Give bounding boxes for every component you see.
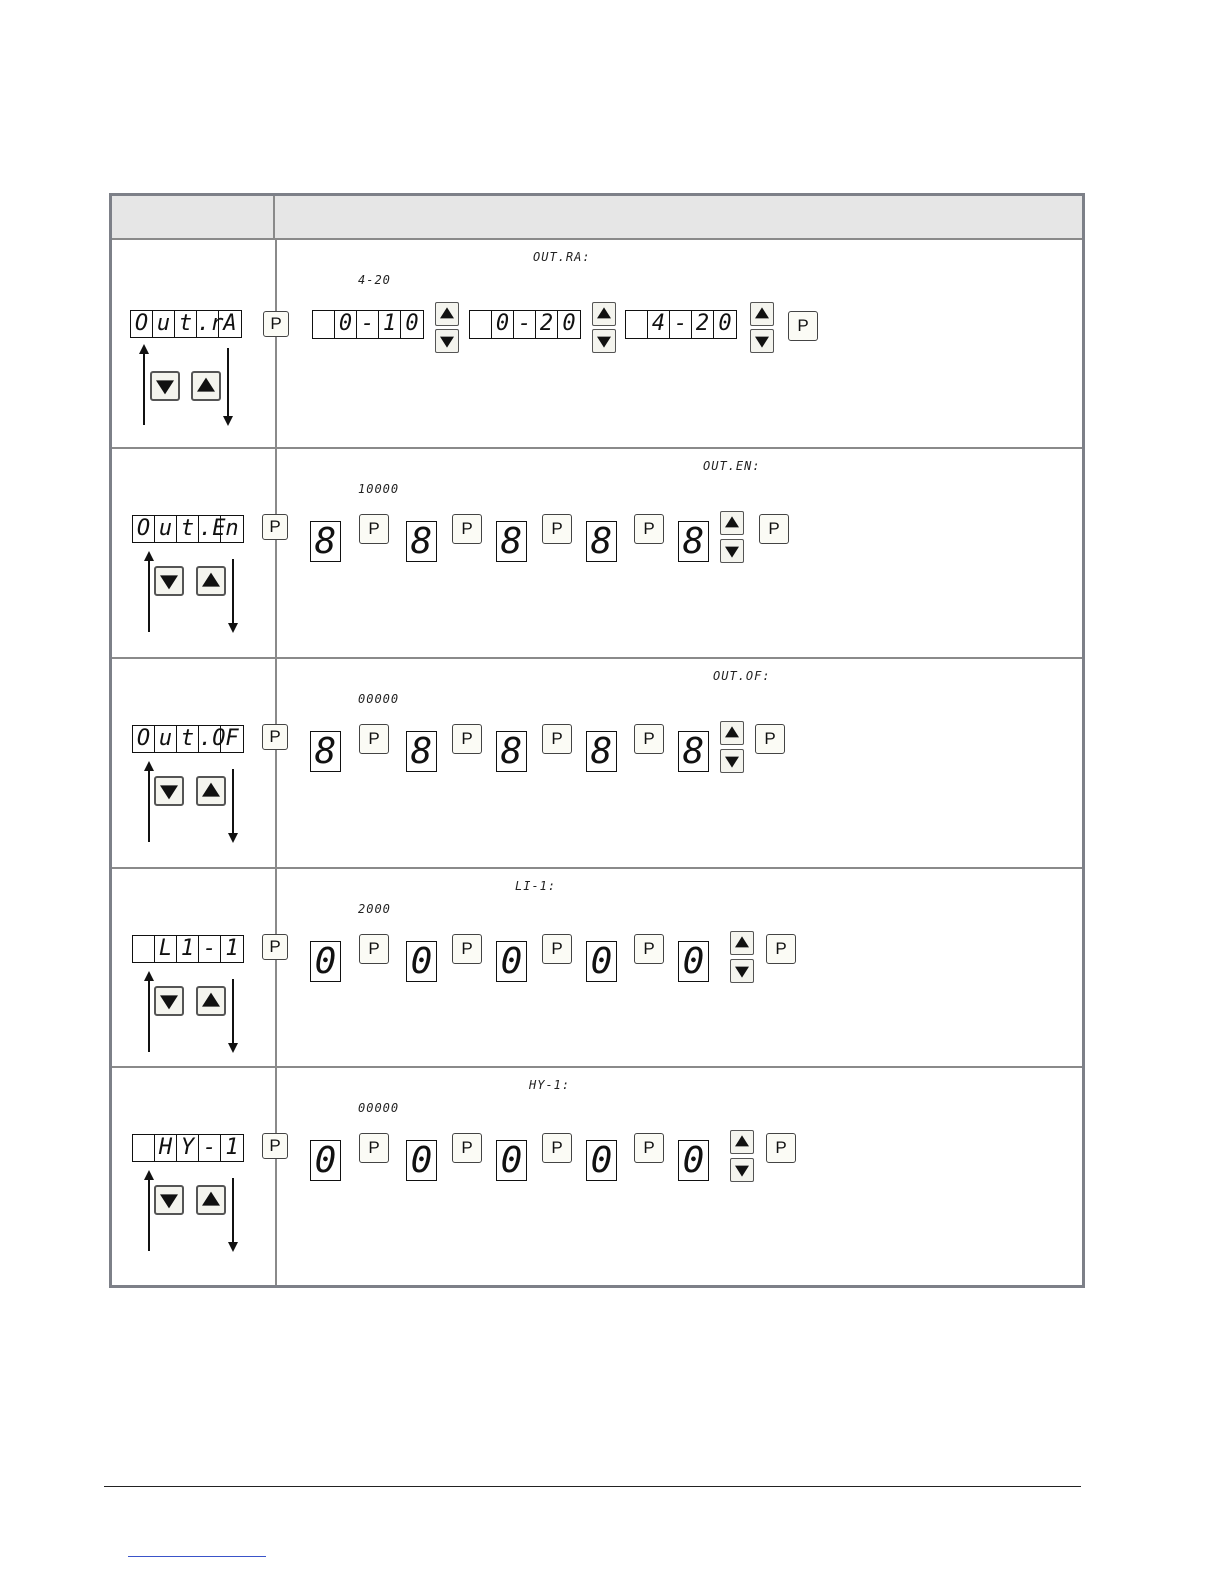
up-arrow-button[interactable] <box>592 302 616 326</box>
up-key-button[interactable] <box>191 371 221 401</box>
digit-box: 8 <box>310 731 341 772</box>
up-flow-line <box>148 557 150 632</box>
digit-box: 8 <box>678 731 709 772</box>
up-arrow-icon <box>202 573 220 587</box>
up-arrow-button[interactable] <box>435 302 459 326</box>
p-button[interactable]: P <box>452 934 482 964</box>
p-button[interactable]: P <box>759 514 789 544</box>
p-button[interactable]: P <box>262 724 288 750</box>
digit-box: 0 <box>586 1140 617 1181</box>
down-arrow-button[interactable] <box>720 749 744 773</box>
down-key-button[interactable] <box>154 1185 184 1215</box>
up-arrow-icon <box>735 936 749 947</box>
up-flow-line <box>148 977 150 1052</box>
down-arrow-icon <box>597 337 611 348</box>
down-key-button[interactable] <box>150 371 180 401</box>
p-button[interactable]: P <box>452 724 482 754</box>
up-flow-arrowhead <box>139 344 149 354</box>
down-flow-line <box>227 348 229 418</box>
down-arrow-icon <box>725 547 739 558</box>
digit-box: 8 <box>406 731 437 772</box>
digit-box: 8 <box>586 521 617 562</box>
digit-box: 0 <box>496 941 527 982</box>
p-button[interactable]: P <box>542 514 572 544</box>
up-arrow-icon <box>735 1135 749 1146</box>
p-button[interactable]: P <box>452 1133 482 1163</box>
up-flow-arrowhead <box>144 551 154 561</box>
table-header-left <box>112 196 275 238</box>
p-button[interactable]: P <box>766 1133 796 1163</box>
default-value: 4-20 <box>358 273 391 287</box>
p-button[interactable]: P <box>359 934 389 964</box>
range-display-0-20: 0 - 2 0 <box>469 310 581 339</box>
up-flow-arrowhead <box>144 761 154 771</box>
up-flow-arrowhead <box>144 971 154 981</box>
p-button[interactable]: P <box>634 724 664 754</box>
down-arrow-icon <box>755 337 769 348</box>
default-value: 00000 <box>358 1101 400 1115</box>
down-flow-arrowhead <box>228 1043 238 1053</box>
digit-box: 8 <box>406 521 437 562</box>
param-display: L 1 - 1 <box>132 935 244 963</box>
param-label: LI-1: <box>515 879 557 893</box>
up-arrow-button[interactable] <box>720 511 744 535</box>
digit-box: 0 <box>586 941 617 982</box>
up-flow-arrowhead <box>144 1170 154 1180</box>
param-label: HY-1: <box>529 1078 571 1092</box>
p-button[interactable]: P <box>755 724 785 754</box>
down-arrow-icon <box>735 1166 749 1177</box>
digit-box: 8 <box>310 521 341 562</box>
param-label: OUT.EN: <box>703 459 761 473</box>
p-button[interactable]: P <box>542 934 572 964</box>
p-button[interactable]: P <box>452 514 482 544</box>
up-arrow-button[interactable] <box>720 721 744 745</box>
row-out-end <box>112 449 1082 659</box>
p-button[interactable]: P <box>359 514 389 544</box>
up-arrow-icon <box>440 307 454 318</box>
param-display: O u t .E n <box>132 515 244 543</box>
down-key-button[interactable] <box>154 776 184 806</box>
param-display: H Y - 1 <box>132 1134 244 1162</box>
up-arrow-icon <box>202 1192 220 1206</box>
digit-box: 8 <box>678 521 709 562</box>
footer-link-underline[interactable] <box>128 1556 266 1557</box>
p-button[interactable]: P <box>542 1133 572 1163</box>
down-flow-line <box>232 979 234 1045</box>
digit-box: 0 <box>496 1140 527 1181</box>
down-arrow-button[interactable] <box>435 329 459 353</box>
digit-box: 8 <box>496 731 527 772</box>
p-button[interactable]: P <box>634 934 664 964</box>
down-flow-line <box>232 1178 234 1244</box>
up-key-button[interactable] <box>196 1185 226 1215</box>
up-arrow-icon <box>597 307 611 318</box>
up-arrow-button[interactable] <box>730 1130 754 1154</box>
up-arrow-icon <box>755 307 769 318</box>
down-key-button[interactable] <box>154 566 184 596</box>
range-display-4-20: 4 - 2 0 <box>625 310 737 339</box>
default-value: 00000 <box>358 692 400 706</box>
param-display: O u t .r A <box>130 310 242 338</box>
param-display: O u t .O F <box>132 725 244 753</box>
up-key-button[interactable] <box>196 776 226 806</box>
up-arrow-icon <box>725 726 739 737</box>
row-out-offset <box>112 659 1082 869</box>
param-label: OUT.OF: <box>713 669 771 683</box>
default-value: 2000 <box>358 902 391 916</box>
p-button[interactable]: P <box>262 1133 288 1159</box>
digit-box: 0 <box>310 1140 341 1181</box>
down-arrow-icon <box>735 967 749 978</box>
digit-box: 0 <box>678 1140 709 1181</box>
down-arrow-button[interactable] <box>730 959 754 983</box>
down-arrow-icon <box>440 337 454 348</box>
p-button[interactable]: P <box>359 724 389 754</box>
p-button[interactable]: P <box>262 934 288 960</box>
p-button[interactable]: P <box>262 514 288 540</box>
row-out-range <box>112 240 1082 449</box>
up-arrow-icon <box>725 516 739 527</box>
param-label: OUT.RA: <box>533 250 591 264</box>
p-button[interactable]: P <box>788 311 818 341</box>
down-arrow-icon <box>160 995 178 1009</box>
up-arrow-button[interactable] <box>750 302 774 326</box>
digit-box: 8 <box>496 521 527 562</box>
up-flow-line <box>148 767 150 842</box>
up-arrow-icon <box>202 783 220 797</box>
up-arrow-button[interactable] <box>730 931 754 955</box>
range-display-0-10: 0 - 1 0 <box>312 310 424 339</box>
down-arrow-icon <box>156 380 174 394</box>
down-arrow-icon <box>160 575 178 589</box>
down-flow-line <box>232 559 234 625</box>
down-arrow-button[interactable] <box>730 1158 754 1182</box>
parameter-table <box>109 193 1085 1288</box>
up-flow-line <box>143 350 145 425</box>
down-arrow-icon <box>160 785 178 799</box>
row-hysteresis-1 <box>112 1068 1082 1285</box>
down-arrow-button[interactable] <box>592 329 616 353</box>
down-flow-line <box>232 769 234 835</box>
default-value: 10000 <box>358 482 400 496</box>
p-button[interactable]: P <box>634 514 664 544</box>
digit-box: 0 <box>678 941 709 982</box>
down-flow-arrowhead <box>228 833 238 843</box>
up-arrow-icon <box>202 993 220 1007</box>
down-flow-arrowhead <box>223 416 233 426</box>
footer-rule <box>104 1486 1081 1487</box>
p-button[interactable]: P <box>359 1133 389 1163</box>
down-arrow-icon <box>725 757 739 768</box>
p-button[interactable]: P <box>634 1133 664 1163</box>
p-button[interactable]: P <box>766 934 796 964</box>
down-flow-arrowhead <box>228 1242 238 1252</box>
up-arrow-icon <box>197 378 215 392</box>
up-key-button[interactable] <box>196 986 226 1016</box>
digit-box: 0 <box>406 1140 437 1181</box>
down-key-button[interactable] <box>154 986 184 1016</box>
up-flow-line <box>148 1176 150 1251</box>
p-button[interactable]: P <box>542 724 572 754</box>
down-flow-arrowhead <box>228 623 238 633</box>
digit-box: 8 <box>586 731 617 772</box>
table-header <box>112 196 1082 240</box>
up-key-button[interactable] <box>196 566 226 596</box>
digit-box: 0 <box>406 941 437 982</box>
down-arrow-button[interactable] <box>720 539 744 563</box>
digit-box: 0 <box>310 941 341 982</box>
row-limit-1 <box>112 869 1082 1068</box>
down-arrow-icon <box>160 1194 178 1208</box>
p-button[interactable]: P <box>263 311 289 337</box>
down-arrow-button[interactable] <box>750 329 774 353</box>
